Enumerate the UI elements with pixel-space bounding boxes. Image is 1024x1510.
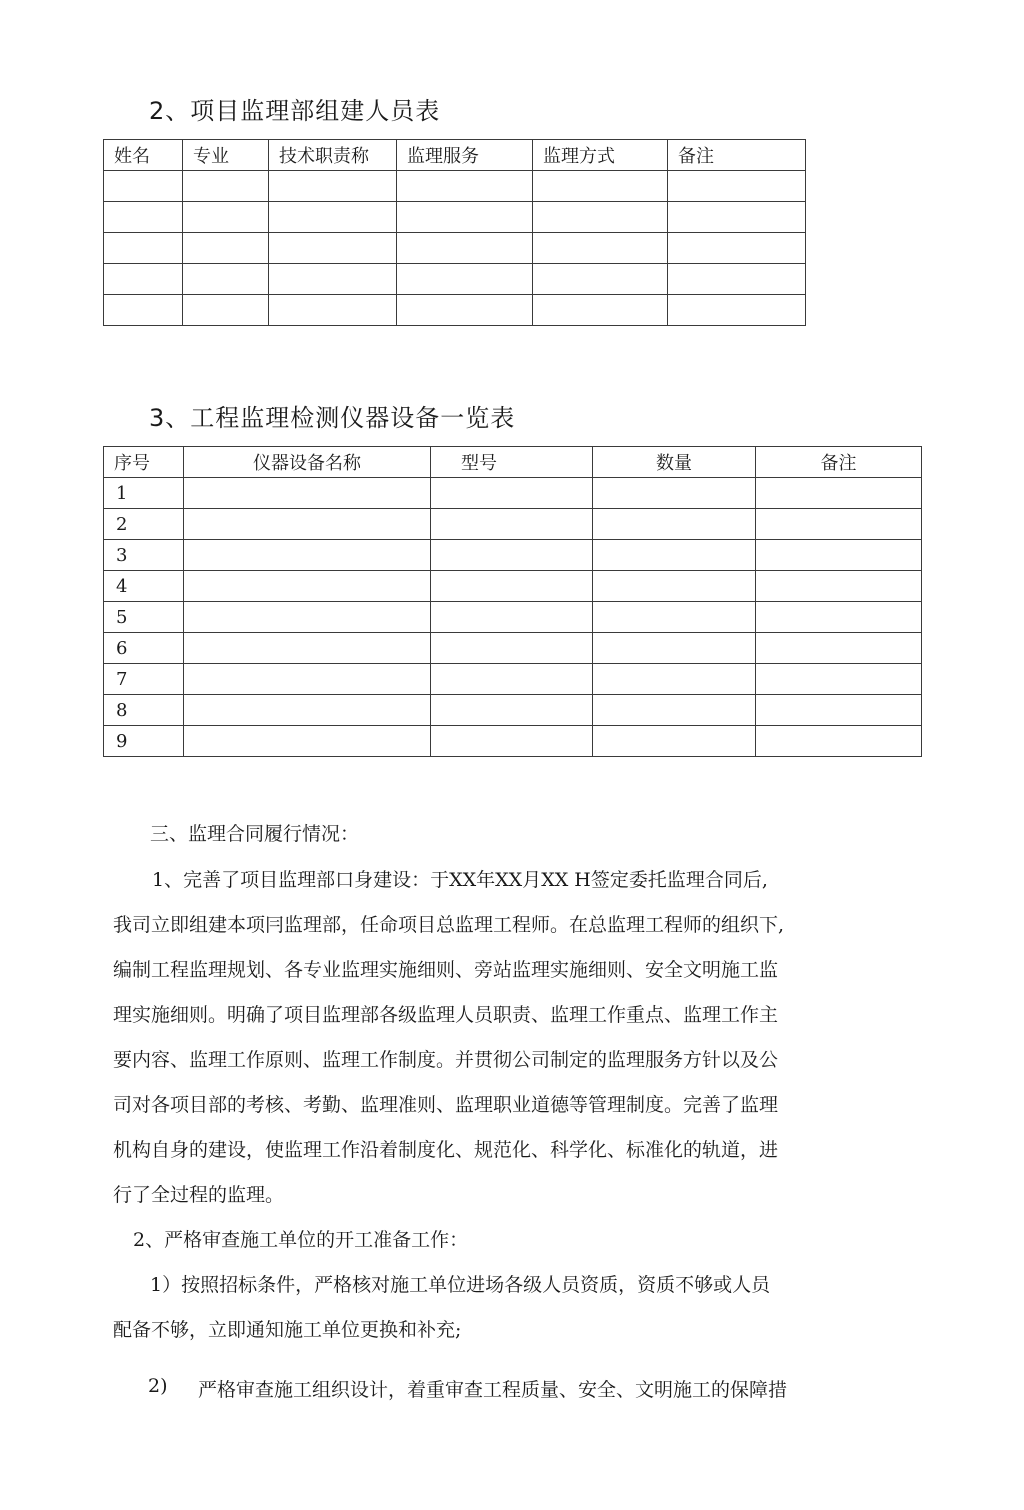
paragraph-line: 我司立即组建本项冃监理部，任命项目总监理工程师。在总监理工程师的组织下, xyxy=(113,914,785,936)
header-remarks: 备注 xyxy=(756,447,922,478)
paragraph-line: 1）按照招标条件，严格核对施工单位进场各级人员资质，资质不够或人员 xyxy=(150,1274,771,1296)
section-3-title: 3、工程监理检测仪器设备一览表 xyxy=(149,404,516,432)
paragraph-line: 1、完善了项目监理部口身建设：于XX年XX月XX H签定委托监理合同后, xyxy=(152,869,768,891)
paragraph-line: 要内容、监理工作原则、监理工作制度。并贯彻公司制定的监理服务方针以及公 xyxy=(113,1049,779,1071)
row-number: 4 xyxy=(104,571,184,602)
table-row xyxy=(104,633,922,664)
header-name: 姓名 xyxy=(104,140,183,171)
paragraph-heading: 2、严格审查施工单位的开工准备工作： xyxy=(133,1229,469,1251)
staff-table-header xyxy=(104,140,806,171)
header-title: 技术职责称 xyxy=(269,140,397,171)
table-row xyxy=(104,695,922,726)
header-quantity: 数量 xyxy=(593,447,756,478)
header-seq: 序号 xyxy=(104,447,184,478)
table-row xyxy=(104,509,922,540)
paragraph-line: 机构自身的建设，使监理工作沿着制度化、规范化、科学化、标准化的轨道，进 xyxy=(113,1139,779,1161)
staff-table xyxy=(103,139,806,326)
table-row xyxy=(104,171,806,202)
row-number: 2 xyxy=(104,509,184,540)
row-number: 6 xyxy=(104,633,184,664)
table-row xyxy=(104,202,806,233)
row-number: 7 xyxy=(104,664,184,695)
table-row xyxy=(104,571,922,602)
paragraph-line: 编制工程监理规划、各专业监理实施细则、旁站监理实施细则、安全文明施工监 xyxy=(113,959,779,981)
list-number: 2) xyxy=(148,1375,168,1397)
paragraph-line: 严格审查施工组织设计，着重审查工程质量、安全、文明施工的保障措 xyxy=(198,1379,788,1401)
paragraph-line: 行了全过程的监理。 xyxy=(113,1184,285,1206)
table-row xyxy=(104,664,922,695)
table-row xyxy=(104,478,922,509)
header-major: 专业 xyxy=(183,140,269,171)
row-number: 1 xyxy=(104,478,184,509)
paragraph-line: 理实施细则。明确了项目监理部各级监理人员职责、监理工作重点、监理工作主 xyxy=(113,1004,779,1026)
section-heading-contract: 三、监理合同履行情况： xyxy=(150,823,360,845)
header-remarks: 备注 xyxy=(668,140,806,171)
header-service: 监理服务 xyxy=(397,140,533,171)
row-number: 3 xyxy=(104,540,184,571)
section-2-title: 2、项目监理部组建人员表 xyxy=(149,97,441,125)
table-row xyxy=(104,264,806,295)
equipment-table xyxy=(103,446,922,757)
table-row xyxy=(104,295,806,326)
table-row xyxy=(104,602,922,633)
row-number: 5 xyxy=(104,602,184,633)
equipment-table-header xyxy=(104,447,922,478)
row-number: 8 xyxy=(104,695,184,726)
header-equipment-name: 仪器设备名称 xyxy=(184,447,431,478)
table-row xyxy=(104,233,806,264)
paragraph-line: 司对各项目部的考核、考勤、监理准则、监理职业道德等管理制度。完善了监理 xyxy=(113,1094,779,1116)
paragraph-line: 配备不够，立即通知施工单位更换和补充; xyxy=(113,1319,462,1341)
header-model: 型号 xyxy=(431,447,593,478)
row-number: 9 xyxy=(104,726,184,757)
header-method: 监理方式 xyxy=(533,140,668,171)
table-row xyxy=(104,540,922,571)
table-row xyxy=(104,726,922,757)
